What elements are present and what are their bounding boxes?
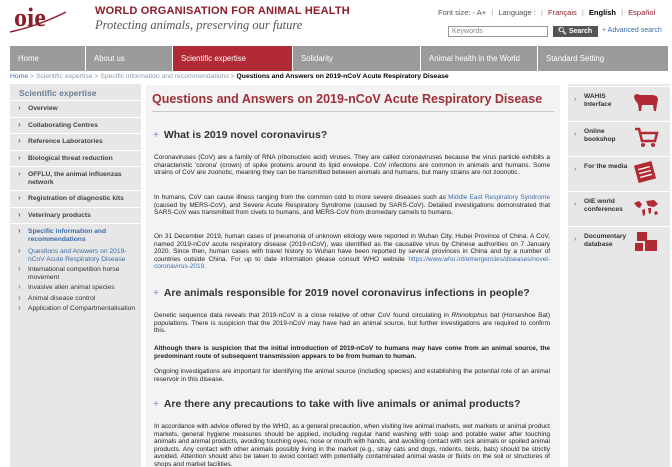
breadcrumb: Home > Scientific expertise > Specific information and recommendations > Questions and Answers on 2019-nCoV Acute Respiratory Disease: [10, 73, 449, 80]
expand-icon: +: [153, 288, 159, 299]
arrow-icon: ›: [574, 131, 577, 138]
oie-logo[interactable]: [8, 2, 88, 38]
sidebar: [10, 84, 141, 467]
arrow-icon: ›: [574, 166, 577, 173]
sidebar-subitem-compartmentalisation[interactable]: › Application of Compartmentalisation: [10, 304, 141, 315]
world-map-icon: [632, 195, 660, 219]
lang-english[interactable]: English: [588, 8, 616, 17]
sidebar-item-collaborating-centres[interactable]: › Collaborating Centres: [10, 117, 141, 134]
right-link-wahis[interactable]: › WAHIS Interface: [568, 86, 670, 121]
right-sidebar: [568, 84, 670, 467]
paragraph: In humans, CoV can cause illness ranging from the common cold to more severe diseases such as Middle East Respiratory Syndrome (caused by MERS-CoV), and Severe Acute Respiratory Syndrome (caused by SARS-CoV). Detailed investigations demonstrated that SARS-CoV was transmitted from civets to humans, and MERS-CoV from dromedary camels to humans.: [154, 194, 550, 216]
arrow-icon: ›: [574, 236, 577, 243]
search-icon: 🔍︎: [558, 28, 567, 35]
sidebar-subitem-qa-ncov[interactable]: › Questions and Answers on 2019-nCoV Acute Respiratory Disease: [10, 247, 141, 265]
right-link-conferences[interactable]: › OIE world conferences: [568, 191, 670, 226]
right-link-bookshop[interactable]: › Online bookshop: [568, 121, 670, 156]
sidebar-item-specific-info[interactable]: › Specific information and recommendations: [10, 223, 141, 247]
arrow-icon: ›: [574, 96, 577, 103]
svg-text:oie: oie: [14, 3, 46, 32]
paragraph: Ongoing investigations are important for identifying the animal source (including species) and establishing the potential role of an animal reservoir in this disease.: [154, 368, 550, 383]
mers-link[interactable]: Middle East Respiratory Syndrome: [448, 194, 550, 201]
sidebar-subitem-disease-control[interactable]: › Animal disease control: [10, 294, 141, 305]
breadcrumb-home[interactable]: Home: [10, 73, 29, 80]
newspaper-icon: [632, 160, 660, 184]
arrow-icon: ›: [574, 201, 577, 208]
expand-icon: +: [153, 399, 159, 410]
font-size-label: Font size:: [438, 8, 471, 17]
right-link-media[interactable]: › For the media: [568, 156, 670, 191]
nav-standard-setting[interactable]: Standard Setting: [546, 54, 605, 63]
sidebar-subitem-invasive-species[interactable]: › Invasive alien animal species: [10, 283, 141, 294]
breadcrumb-current: Questions and Answers on 2019-nCoV Acute Respiratory Disease: [236, 73, 449, 80]
header-tools: Font size: - A+ | Language : | Français | English | Español: [438, 8, 656, 17]
language-label: Language :: [498, 8, 536, 17]
expand-icon: +: [153, 130, 159, 141]
folder-icon: [632, 230, 660, 254]
nav-scientific-expertise[interactable]: Scientific expertise: [173, 46, 293, 71]
font-increase-button[interactable]: A+: [476, 8, 487, 17]
sidebar-subitem-horse-movement[interactable]: › International competition horse movement: [10, 265, 141, 283]
paragraph: Although there is suspicion that the initial introduction of 2019-nCoV to humans may have come from an animal source, the predominant route of subsequent transmission appears to be from human to human.: [154, 345, 550, 360]
org-name: WORLD ORGANISATION FOR ANIMAL HEALTH: [95, 5, 350, 17]
sidebar-item-diagnostic-kits[interactable]: › Registration of diagnostic kits: [10, 190, 141, 207]
page-title: Questions and Answers on 2019-nCoV Acute Respiratory Disease: [152, 92, 543, 106]
paragraph: Genetic sequence data reveals that 2019-nCoV is a close relative of other CoV found circulating in Rhinolophus bat (Horseshoe Bat) populations. There is suspicion that the 2019-nCoV may have had an animal source, but further investigations are required to confirm this.: [154, 312, 550, 334]
question-heading-3[interactable]: + Are there any precautions to take with live animals or animal products?: [153, 398, 521, 410]
sidebar-item-biological-threat[interactable]: › Biological threat reduction: [10, 150, 141, 167]
paragraph: On 31 December 2019, human cases of pneumonia of unknown etiology were reported in Wuhan City, Hubei Province of China. A CoV, named 2019-nCoV acute respiratory disease (2019-nCoV), was identified as the causative virus by Chinese authorities on 7 January 2020. Since then, human cases with travel history to Wuhan have been reported by several provinces in China and by a number of countries outside China. For up to date information please consult WHO website https://www.who.int/emergencies/diseases/novel-coronavirus-2019.: [154, 233, 550, 270]
advanced-search-link[interactable]: + Advanced search: [602, 27, 662, 34]
sidebar-item-overview[interactable]: › Overview: [10, 100, 141, 117]
breadcrumb-level2[interactable]: Specific information and recommendations: [100, 73, 229, 80]
sidebar-item-veterinary-products[interactable]: › Veterinary products: [10, 207, 141, 224]
right-link-documentary[interactable]: › Documentary database: [568, 226, 670, 261]
breadcrumb-level1[interactable]: Scientific expertise: [35, 73, 93, 80]
who-link[interactable]: https://www.who.int/emergencies/diseases/novel-coronavirus-2019.: [154, 255, 550, 270]
title-divider: [152, 111, 554, 112]
main-nav: [10, 46, 668, 71]
sidebar-title: Scientific expertise: [19, 88, 97, 98]
sidebar-item-reference-labs[interactable]: › Reference Laboratories: [10, 133, 141, 150]
search-input[interactable]: Keywords: [448, 26, 548, 37]
nav-about-us[interactable]: About us: [86, 46, 173, 71]
paragraph: Coronaviruses (CoV) are a family of RNA (ribonucleic acid) viruses. They are called coronaviruses because the virus particle exhibits a characteristic 'corona' (crown) of spike proteins around its lipid envelope. CoV infections are common in animals and humans. Some strains of CoV are zoonotic, meaning they can be transmitted between animals and humans, but many strains are not zoonotic.: [154, 154, 550, 176]
question-heading-1[interactable]: + What is 2019 novel coronavirus?: [153, 129, 328, 141]
cow-icon: [632, 90, 660, 114]
main-content: [146, 85, 560, 467]
question-heading-2[interactable]: + Are animals responsible for 2019 novel coronavirus infections in people?: [153, 287, 530, 299]
nav-animal-health[interactable]: Animal health in the World: [421, 46, 538, 71]
lang-french[interactable]: Français: [548, 8, 577, 17]
cart-icon: [632, 125, 660, 149]
font-decrease-button[interactable]: -: [472, 8, 476, 17]
nav-home[interactable]: Home: [10, 46, 86, 71]
header: [0, 0, 672, 46]
search-button[interactable]: 🔍︎ Search: [553, 26, 598, 37]
sidebar-item-offlu[interactable]: › OFFLU, the animal influenzas network: [10, 166, 141, 190]
lang-spanish[interactable]: Español: [628, 8, 656, 17]
tagline: Protecting animals, preserving our future: [95, 18, 303, 32]
nav-solidarity[interactable]: Solidarity: [293, 46, 421, 71]
paragraph: In accordance with advice offered by the WHO, as a general precaution, when visiting live animal markets, wet markets or animal product markets, general hygiene measures should be applied, including regular hand washing with soap and potable water after touching animals and animal products, avoiding touching eyes, nose or mouth with hands, and avoiding contact with sick animals or spoiled animal products. Any contact with other animals possibly living in the market (e.g., stray cats and dogs, rodents, birds, bats) should be strictly avoided. Attention should also be taken to avoid contact with potentially contaminated animal waste or fluids on the soil or structures of shops and market facilities.: [154, 423, 550, 467]
